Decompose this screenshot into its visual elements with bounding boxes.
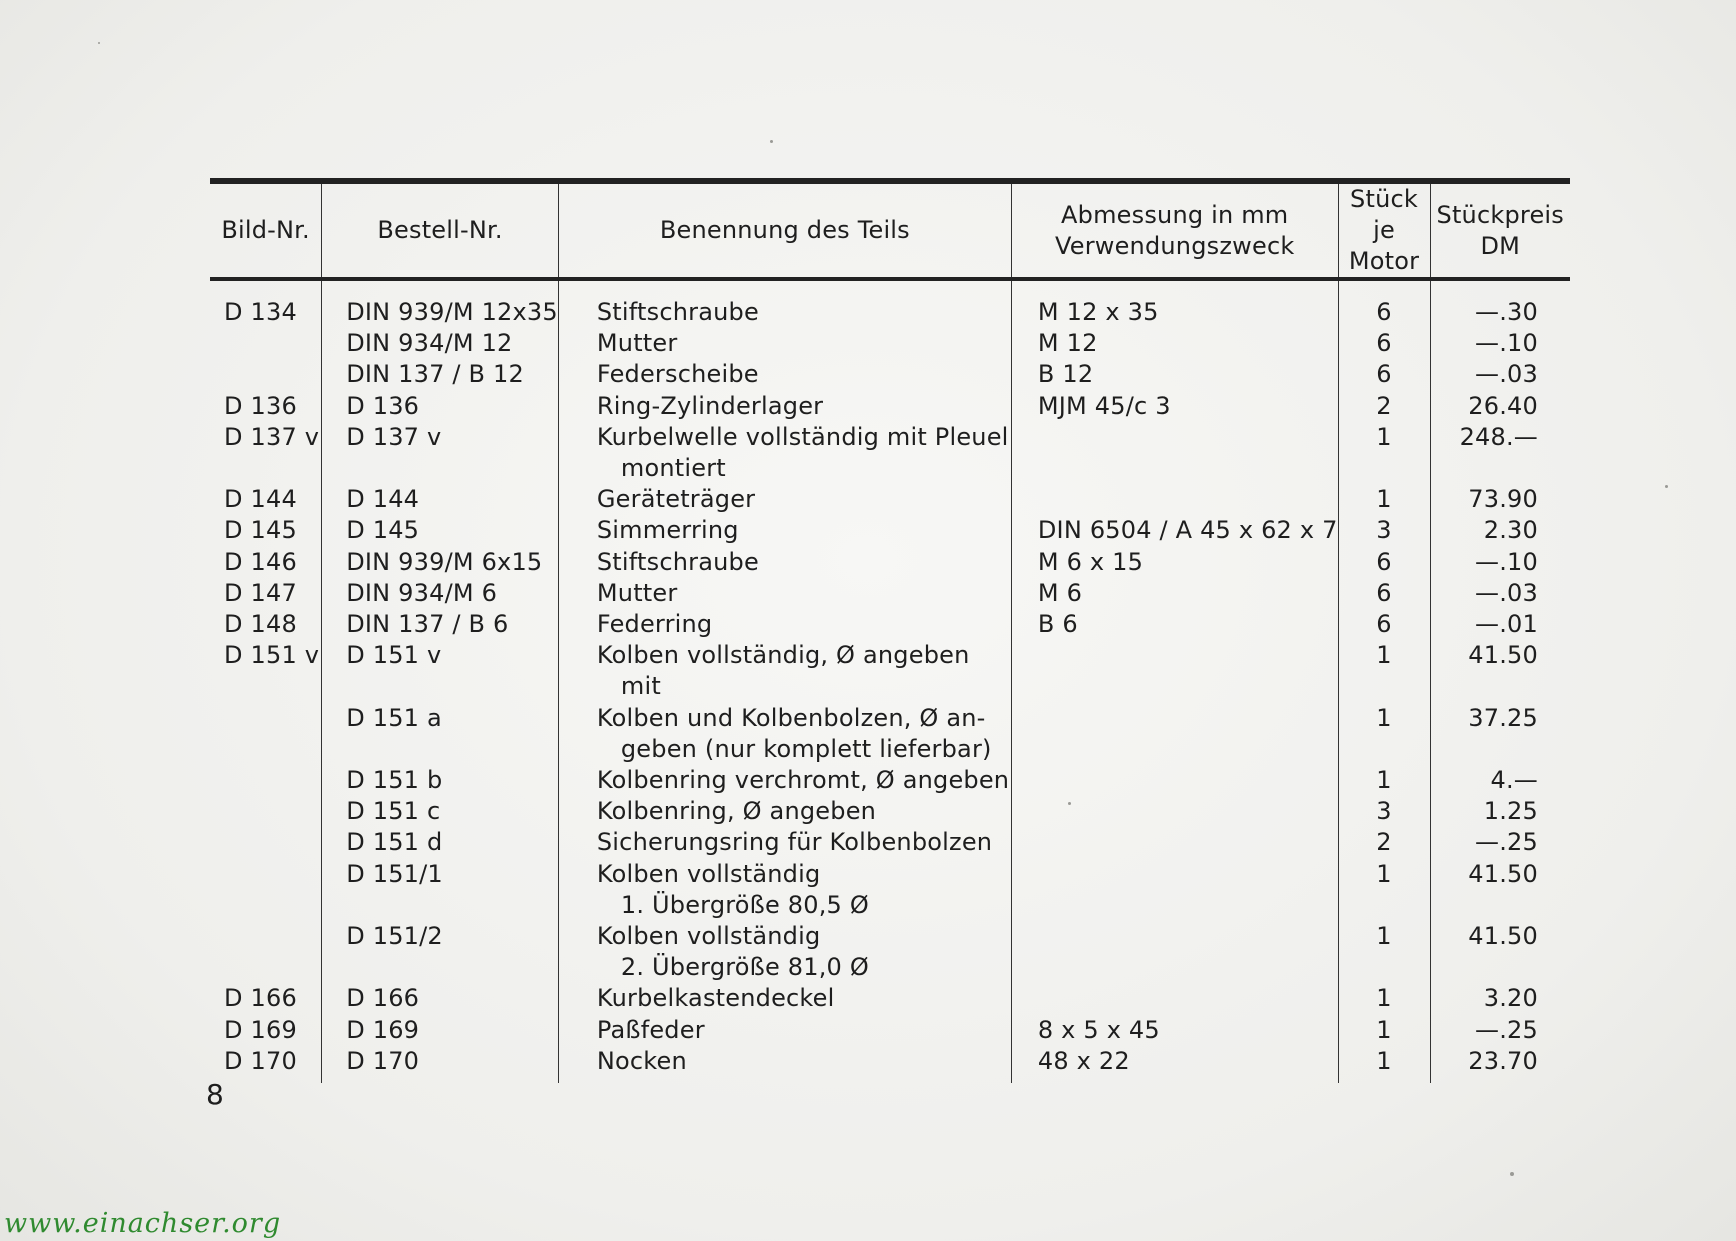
benennung-line: Geräteträger bbox=[596, 485, 756, 514]
cell-bild-nr bbox=[210, 328, 322, 359]
cell-benennung bbox=[558, 422, 1011, 484]
table-row bbox=[210, 484, 1570, 515]
cell-benennung bbox=[558, 859, 1011, 921]
cell-abmessung bbox=[1011, 703, 1338, 765]
table-row bbox=[210, 640, 1570, 702]
cell-preis: 41.50 bbox=[1430, 921, 1570, 983]
cell-bild-nr bbox=[210, 859, 322, 921]
benennung-line: Kolben vollständig, Ø angeben bbox=[596, 641, 970, 670]
benennung-line: 1. Übergröße 80,5 Ø bbox=[620, 890, 869, 919]
cell-stueck: 1 bbox=[1338, 921, 1430, 983]
cell-benennung bbox=[558, 578, 1011, 609]
cell-bild-nr: D 136 bbox=[224, 391, 297, 420]
scan-speck bbox=[1665, 485, 1668, 488]
cell-abmessung bbox=[1011, 983, 1338, 1014]
cell-preis: 248.— bbox=[1430, 422, 1570, 484]
cell-bestell-nr: DIN 939/M 6x15 bbox=[322, 547, 559, 578]
benennung-line: Mutter bbox=[596, 578, 678, 607]
table-row bbox=[210, 703, 1570, 765]
table-row bbox=[210, 796, 1570, 827]
table-row bbox=[210, 391, 1570, 422]
cell-bestell-nr: DIN 934/M 12 bbox=[322, 328, 559, 359]
benennung-line: Kolben vollständig bbox=[596, 859, 821, 888]
table-row bbox=[210, 422, 1570, 484]
cell-preis: 73.90 bbox=[1430, 484, 1570, 515]
cell-stueck: 1 bbox=[1338, 1015, 1430, 1046]
cell-benennung bbox=[558, 279, 1011, 328]
cell-benennung bbox=[558, 359, 1011, 390]
table-row bbox=[210, 578, 1570, 609]
cell-stueck: 6 bbox=[1338, 578, 1430, 609]
cell-benennung bbox=[558, 484, 1011, 515]
cell-stueck: 6 bbox=[1338, 328, 1430, 359]
scan-speck bbox=[1068, 802, 1071, 805]
cell-preis: 37.25 bbox=[1430, 703, 1570, 765]
cell-preis: —.25 bbox=[1430, 1015, 1570, 1046]
cell-bestell-nr: D 137 v bbox=[322, 422, 559, 484]
parts-table-wrapper bbox=[210, 178, 1570, 1083]
cell-bestell-nr: DIN 934/M 6 bbox=[322, 578, 559, 609]
benennung-line: Ring-Zylinderlager bbox=[596, 391, 824, 420]
cell-benennung bbox=[558, 1046, 1011, 1083]
page-number: 8 bbox=[206, 1078, 224, 1111]
benennung-line: Simmerring bbox=[596, 516, 739, 545]
cell-bild-nr: D 134 bbox=[224, 298, 297, 326]
benennung-line: montiert bbox=[620, 454, 726, 483]
cell-benennung bbox=[558, 391, 1011, 422]
cell-bild-nr bbox=[210, 765, 322, 796]
cell-preis: —.10 bbox=[1430, 328, 1570, 359]
benennung-line: Federring bbox=[596, 610, 713, 639]
cell-abmessung bbox=[1011, 827, 1338, 858]
header-stueck-line2: je Motor bbox=[1348, 216, 1420, 275]
benennung-line: Nocken bbox=[596, 1046, 687, 1075]
cell-bestell-nr: D 170 bbox=[322, 1046, 559, 1083]
cell-benennung bbox=[558, 515, 1011, 546]
scan-speck bbox=[770, 140, 773, 143]
cell-abmessung bbox=[1011, 859, 1338, 921]
table-row bbox=[210, 827, 1570, 858]
cell-stueck: 3 bbox=[1338, 796, 1430, 827]
cell-preis: —.01 bbox=[1430, 609, 1570, 640]
cell-abmessung bbox=[1011, 765, 1338, 796]
header-preis-line1: Stückpreis bbox=[1436, 200, 1564, 229]
cell-bestell-nr: DIN 939/M 12x35 bbox=[322, 279, 559, 328]
cell-preis: —.03 bbox=[1430, 359, 1570, 390]
cell-preis: 4.— bbox=[1430, 765, 1570, 796]
cell-stueck: 6 bbox=[1338, 359, 1430, 390]
benennung-line: mit bbox=[620, 672, 661, 701]
table-row bbox=[210, 609, 1570, 640]
cell-stueck: 6 bbox=[1338, 547, 1430, 578]
cell-stueck: 1 bbox=[1338, 703, 1430, 765]
cell-abmessung bbox=[1011, 422, 1338, 484]
table-row bbox=[210, 1015, 1570, 1046]
cell-bild-nr: D 144 bbox=[224, 485, 297, 514]
cell-bestell-nr: D 151 c bbox=[322, 796, 559, 827]
cell-stueck: 1 bbox=[1338, 859, 1430, 921]
cell-benennung bbox=[558, 921, 1011, 983]
cell-bild-nr: D 146 bbox=[224, 547, 297, 576]
cell-bild-nr bbox=[210, 359, 322, 390]
cell-bestell-nr: D 151 b bbox=[322, 765, 559, 796]
header-abmessung-line2: Verwendungszweck bbox=[1054, 231, 1295, 260]
table-row bbox=[210, 515, 1570, 546]
header-stueck bbox=[1338, 181, 1430, 279]
cell-bestell-nr: D 136 bbox=[322, 391, 559, 422]
benennung-line: Stiftschraube bbox=[596, 298, 759, 326]
cell-abmessung: M 6 bbox=[1011, 578, 1338, 609]
cell-bestell-nr: D 166 bbox=[322, 983, 559, 1014]
cell-bild-nr: D 145 bbox=[224, 516, 297, 545]
benennung-line: Kolbenring, Ø angeben bbox=[596, 797, 877, 826]
cell-bestell-nr: DIN 137 / B 6 bbox=[322, 609, 559, 640]
cell-bestell-nr: DIN 137 / B 12 bbox=[322, 359, 559, 390]
cell-stueck: 2 bbox=[1338, 391, 1430, 422]
cell-stueck: 1 bbox=[1338, 640, 1430, 702]
cell-stueck: 6 bbox=[1338, 279, 1430, 328]
cell-abmessung: M 6 x 15 bbox=[1011, 547, 1338, 578]
header-preis bbox=[1430, 181, 1570, 279]
cell-abmessung bbox=[1011, 796, 1338, 827]
benennung-line: Kolben vollständig bbox=[596, 922, 821, 951]
cell-bestell-nr: D 151/1 bbox=[322, 859, 559, 921]
cell-stueck: 1 bbox=[1338, 1046, 1430, 1083]
cell-stueck: 1 bbox=[1338, 484, 1430, 515]
cell-preis: —.10 bbox=[1430, 547, 1570, 578]
cell-preis: —.30 bbox=[1430, 279, 1570, 328]
cell-bestell-nr: D 169 bbox=[322, 1015, 559, 1046]
cell-benennung bbox=[558, 609, 1011, 640]
table-header bbox=[210, 181, 1570, 279]
cell-bild-nr: D 151 v bbox=[224, 641, 320, 670]
cell-abmessung bbox=[1011, 921, 1338, 983]
header-preis-line2: DM bbox=[1480, 231, 1521, 260]
cell-bild-nr bbox=[210, 796, 322, 827]
cell-abmessung: MJM 45/c 3 bbox=[1011, 391, 1338, 422]
cell-benennung bbox=[558, 640, 1011, 702]
cell-stueck: 1 bbox=[1338, 422, 1430, 484]
benennung-line: Kolbenring verchromt, Ø angeben bbox=[596, 766, 1010, 795]
header-stueck-line1: Stück bbox=[1350, 185, 1418, 213]
table-row bbox=[210, 359, 1570, 390]
cell-benennung bbox=[558, 796, 1011, 827]
table-row bbox=[210, 328, 1570, 359]
cell-benennung bbox=[558, 703, 1011, 765]
cell-preis: 3.20 bbox=[1430, 983, 1570, 1014]
cell-benennung bbox=[558, 328, 1011, 359]
cell-preis: 41.50 bbox=[1430, 859, 1570, 921]
cell-bild-nr: D 148 bbox=[224, 610, 297, 639]
header-benennung: Benennung des Teils bbox=[558, 181, 1011, 279]
cell-bild-nr: D 147 bbox=[224, 578, 297, 607]
table-row bbox=[210, 765, 1570, 796]
cell-abmessung: B 6 bbox=[1011, 609, 1338, 640]
cell-bild-nr bbox=[210, 921, 322, 983]
cell-preis: —.25 bbox=[1430, 827, 1570, 858]
cell-abmessung: 48 x 22 bbox=[1011, 1046, 1338, 1083]
cell-benennung bbox=[558, 983, 1011, 1014]
benennung-line: 2. Übergröße 81,0 Ø bbox=[620, 953, 869, 982]
cell-abmessung: B 12 bbox=[1011, 359, 1338, 390]
cell-preis: —.03 bbox=[1430, 578, 1570, 609]
cell-benennung bbox=[558, 1015, 1011, 1046]
cell-abmessung: M 12 x 35 bbox=[1011, 279, 1338, 328]
header-bild-nr: Bild-Nr. bbox=[210, 181, 322, 279]
header-abmessung-line1: Abmessung in mm bbox=[1061, 200, 1289, 229]
benennung-line: Kurbelkastendeckel bbox=[596, 984, 835, 1013]
benennung-line: Paßfeder bbox=[596, 1015, 705, 1044]
cell-bestell-nr: D 151/2 bbox=[322, 921, 559, 983]
cell-bild-nr bbox=[210, 827, 322, 858]
benennung-line: Stiftschraube bbox=[596, 547, 759, 576]
cell-stueck: 6 bbox=[1338, 609, 1430, 640]
cell-benennung bbox=[558, 765, 1011, 796]
cell-bestell-nr: D 151 d bbox=[322, 827, 559, 858]
cell-preis: 1.25 bbox=[1430, 796, 1570, 827]
table-body bbox=[210, 279, 1570, 1083]
header-abmessung bbox=[1011, 181, 1338, 279]
cell-abmessung bbox=[1011, 484, 1338, 515]
cell-preis: 23.70 bbox=[1430, 1046, 1570, 1083]
cell-preis: 2.30 bbox=[1430, 515, 1570, 546]
benennung-line: Kolben und Kolbenbolzen, Ø an- bbox=[596, 703, 986, 732]
cell-preis: 41.50 bbox=[1430, 640, 1570, 702]
cell-bestell-nr: D 145 bbox=[322, 515, 559, 546]
cell-bild-nr bbox=[210, 703, 322, 765]
table-row bbox=[210, 1046, 1570, 1083]
cell-abmessung bbox=[1011, 640, 1338, 702]
cell-stueck: 1 bbox=[1338, 765, 1430, 796]
cell-stueck: 3 bbox=[1338, 515, 1430, 546]
table-row bbox=[210, 859, 1570, 921]
cell-bild-nr: D 137 v bbox=[224, 422, 320, 451]
benennung-line: Mutter bbox=[596, 329, 678, 358]
cell-bestell-nr: D 151 a bbox=[322, 703, 559, 765]
scan-speck bbox=[1510, 1172, 1514, 1176]
cell-abmessung: M 12 bbox=[1011, 328, 1338, 359]
table-row bbox=[210, 547, 1570, 578]
cell-abmessung: DIN 6504 / A 45 x 62 x 7 bbox=[1011, 515, 1338, 546]
cell-bild-nr: D 166 bbox=[224, 984, 297, 1013]
cell-benennung bbox=[558, 547, 1011, 578]
scan-speck bbox=[98, 42, 100, 44]
parts-table bbox=[210, 178, 1570, 1083]
table-row bbox=[210, 921, 1570, 983]
benennung-line: Federscheibe bbox=[596, 360, 759, 389]
benennung-line: Sicherungsring für Kolbenbolzen bbox=[596, 828, 993, 857]
cell-stueck: 2 bbox=[1338, 827, 1430, 858]
cell-bild-nr: D 169 bbox=[224, 1015, 297, 1044]
header-bestell-nr: Bestell-Nr. bbox=[322, 181, 559, 279]
cell-bild-nr: D 170 bbox=[224, 1046, 297, 1075]
table-row bbox=[210, 983, 1570, 1014]
cell-benennung bbox=[558, 827, 1011, 858]
cell-preis: 26.40 bbox=[1430, 391, 1570, 422]
cell-abmessung: 8 x 5 x 45 bbox=[1011, 1015, 1338, 1046]
cell-stueck: 1 bbox=[1338, 983, 1430, 1014]
table-row bbox=[210, 279, 1570, 328]
watermark-link[interactable]: www.einachser.org bbox=[4, 1208, 282, 1239]
benennung-line: geben (nur komplett lieferbar) bbox=[620, 734, 992, 763]
benennung-line: Kurbelwelle vollständig mit Pleuel bbox=[596, 422, 1009, 451]
cell-bestell-nr: D 151 v bbox=[322, 640, 559, 702]
cell-bestell-nr: D 144 bbox=[322, 484, 559, 515]
